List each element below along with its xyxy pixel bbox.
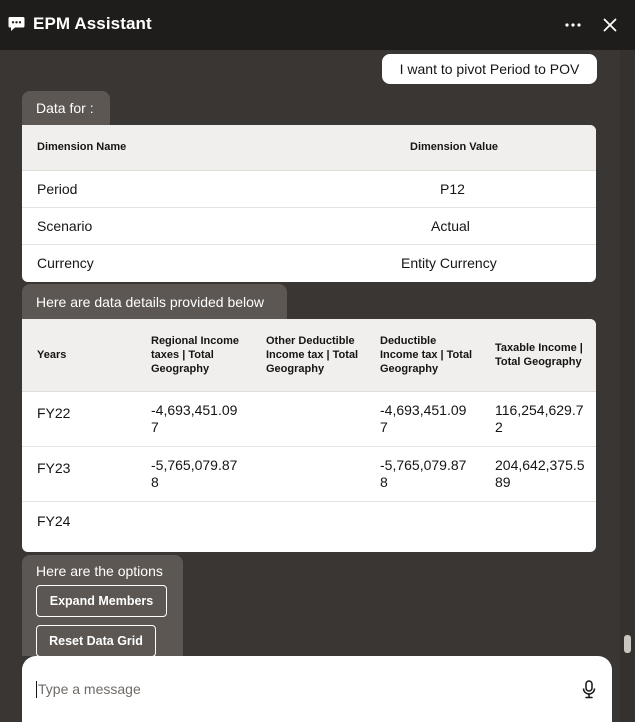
table-cell: -4,693,451.097 (380, 402, 467, 435)
column-header: Years (37, 349, 67, 361)
table-row (22, 245, 596, 282)
dimension-name: Period (37, 181, 78, 197)
conversation-area (0, 50, 620, 656)
pov-table (22, 125, 596, 282)
table-cell: -5,765,079.878 (380, 457, 467, 490)
data-table-header (22, 319, 596, 392)
reset-data-grid-button[interactable]: Reset Data Grid (36, 625, 156, 656)
year-cell: FY23 (37, 460, 71, 476)
dimension-value: P12 (440, 181, 465, 197)
message-input[interactable] (38, 678, 568, 700)
year-cell: FY24 (37, 513, 71, 529)
options-label: Here are the options (36, 563, 163, 579)
column-header: Dimension Name (37, 141, 127, 153)
app-title: EPM Assistant (33, 14, 152, 33)
table-cell: -5,765,079.878 (151, 457, 238, 490)
options-bubble (22, 555, 183, 656)
column-header: Regional Income taxes | Total Geography (151, 335, 240, 375)
column-header: Dimension Value (410, 141, 499, 153)
dimension-value: Actual (431, 218, 470, 234)
close-icon[interactable] (600, 15, 620, 35)
table-row (22, 447, 596, 502)
table-cell: -4,693,451.097 (151, 402, 238, 435)
column-header: Other Deductible Income tax | Total Geography (266, 335, 359, 375)
table-cell: 116,254,629.72 (495, 402, 584, 435)
more-horizontal-icon[interactable] (562, 15, 584, 35)
dimension-value: Entity Currency (401, 255, 497, 271)
dimension-name: Currency (37, 255, 94, 271)
table-row (22, 502, 596, 551)
chat-bubble-icon (8, 16, 25, 32)
conversation-scrollbar[interactable] (620, 50, 635, 722)
pov-label-bubble: Data for : (22, 91, 110, 125)
table-row (22, 208, 596, 245)
table-row (22, 392, 596, 447)
text-cursor (36, 681, 37, 698)
pov-table-header (22, 125, 596, 171)
user-message-bubble: I want to pivot Period to POV (382, 54, 597, 84)
app-header (0, 0, 635, 50)
column-header: Taxable Income | Total Geography (495, 342, 583, 368)
data-table (22, 319, 596, 552)
details-label-bubble: Here are data details provided below (22, 284, 287, 319)
table-row (22, 171, 596, 208)
table-cell: 204,642,375.589 (495, 457, 585, 490)
year-cell: FY22 (37, 405, 71, 421)
column-header: Deductible Income tax | Total Geography (380, 335, 473, 375)
message-composer (22, 656, 612, 722)
dimension-name: Scenario (37, 218, 93, 234)
scrollbar-thumb[interactable] (624, 635, 631, 653)
expand-members-button[interactable]: Expand Members (36, 585, 167, 617)
microphone-icon[interactable] (581, 680, 597, 699)
